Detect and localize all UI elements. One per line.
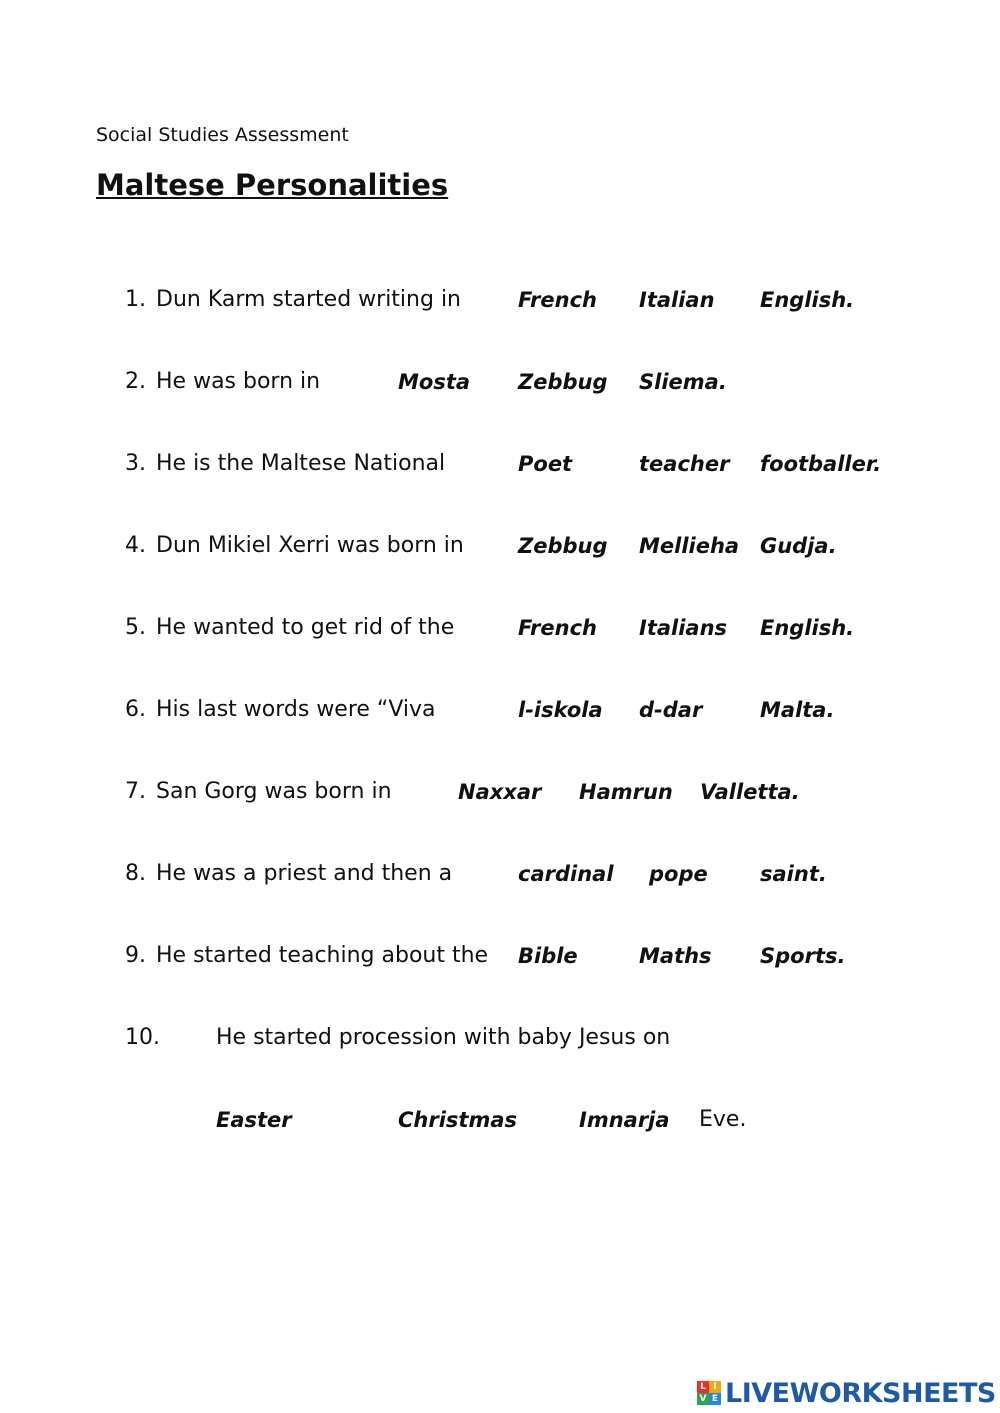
answer-option[interactable]: French: [518, 288, 597, 312]
question-number: 6.: [125, 697, 146, 722]
question-number: 7.: [125, 779, 146, 804]
question-text: He started procession with baby Jesus on: [216, 1025, 671, 1050]
question-text: Dun Mikiel Xerri was born in: [156, 533, 464, 558]
question-2: [0, 367, 1000, 407]
question-4: [0, 531, 1000, 571]
answer-option[interactable]: footballer.: [760, 452, 882, 476]
answer-option[interactable]: Malta.: [760, 698, 835, 722]
question-10: [0, 1023, 1000, 1063]
answer-option[interactable]: English.: [760, 616, 855, 640]
answer-option[interactable]: Poet: [518, 452, 573, 476]
question-6: [0, 695, 1000, 735]
answer-option[interactable]: teacher: [639, 452, 730, 476]
answer-option[interactable]: Easter: [216, 1108, 292, 1132]
question-text: San Gorg was born in: [156, 779, 392, 804]
answer-option[interactable]: cardinal: [518, 862, 614, 886]
answer-option[interactable]: saint.: [760, 862, 827, 886]
answer-option[interactable]: Gudja.: [760, 534, 837, 558]
question-text: He is the Maltese National: [156, 451, 446, 476]
answer-option[interactable]: Christmas: [398, 1108, 518, 1132]
question-1: [0, 285, 1000, 325]
live-icon: [697, 1381, 721, 1405]
question-number: 2.: [125, 369, 146, 394]
brand-name: LIVEWORKSHEETS: [725, 1377, 996, 1409]
answer-option[interactable]: Zebbug: [518, 370, 608, 394]
question-text: He started teaching about the: [156, 943, 489, 968]
question-9: [0, 941, 1000, 981]
answer-option[interactable]: Imnarja: [579, 1108, 670, 1132]
question-text: He was a priest and then a: [156, 861, 453, 886]
question-text: His last words were “Viva: [156, 697, 436, 722]
answer-option[interactable]: d-dar: [639, 698, 703, 722]
answer-option[interactable]: Italian: [639, 288, 715, 312]
question-5: [0, 613, 1000, 653]
question-number: 10.: [125, 1025, 160, 1050]
assessment-subtitle: Social Studies Assessment: [96, 124, 349, 146]
question-8: [0, 859, 1000, 899]
question-text: He was born in: [156, 369, 321, 394]
question-number: 1.: [125, 287, 146, 312]
answer-option[interactable]: Naxxar: [458, 780, 542, 804]
answer-option[interactable]: Sliema.: [639, 370, 727, 394]
question-number: 5.: [125, 615, 146, 640]
question-number: 3.: [125, 451, 146, 476]
answer-option[interactable]: Bible: [518, 944, 578, 968]
liveworksheets-logo[interactable]: [697, 1376, 996, 1410]
logo-letter: L: [697, 1381, 709, 1393]
answer-option[interactable]: pope: [649, 862, 708, 886]
question-text: Dun Karm started writing in: [156, 287, 462, 312]
answer-option[interactable]: Mellieha: [639, 534, 740, 558]
question-10-options: [0, 1105, 1000, 1145]
answer-option[interactable]: Maths: [639, 944, 712, 968]
question-number: 8.: [125, 861, 146, 886]
answer-option[interactable]: French: [518, 616, 597, 640]
question-text: He wanted to get rid of the: [156, 615, 455, 640]
question-number: 9.: [125, 943, 146, 968]
answer-option[interactable]: Mosta: [398, 370, 471, 394]
question-number: 4.: [125, 533, 146, 558]
answer-option[interactable]: Sports.: [760, 944, 846, 968]
question-3: [0, 449, 1000, 489]
question-7: [0, 777, 1000, 817]
answer-option[interactable]: Hamrun: [579, 780, 673, 804]
answer-option[interactable]: English.: [760, 288, 855, 312]
logo-letter: E: [709, 1393, 721, 1405]
answer-option[interactable]: Italians: [639, 616, 728, 640]
logo-letter: I: [709, 1381, 721, 1393]
answer-option[interactable]: l-iskola: [518, 698, 603, 722]
question-suffix: Eve.: [699, 1107, 747, 1132]
answer-option[interactable]: Zebbug: [518, 534, 608, 558]
logo-letter: V: [697, 1393, 709, 1405]
answer-option[interactable]: Valletta.: [700, 780, 800, 804]
page-title: Maltese Personalities: [96, 168, 449, 202]
